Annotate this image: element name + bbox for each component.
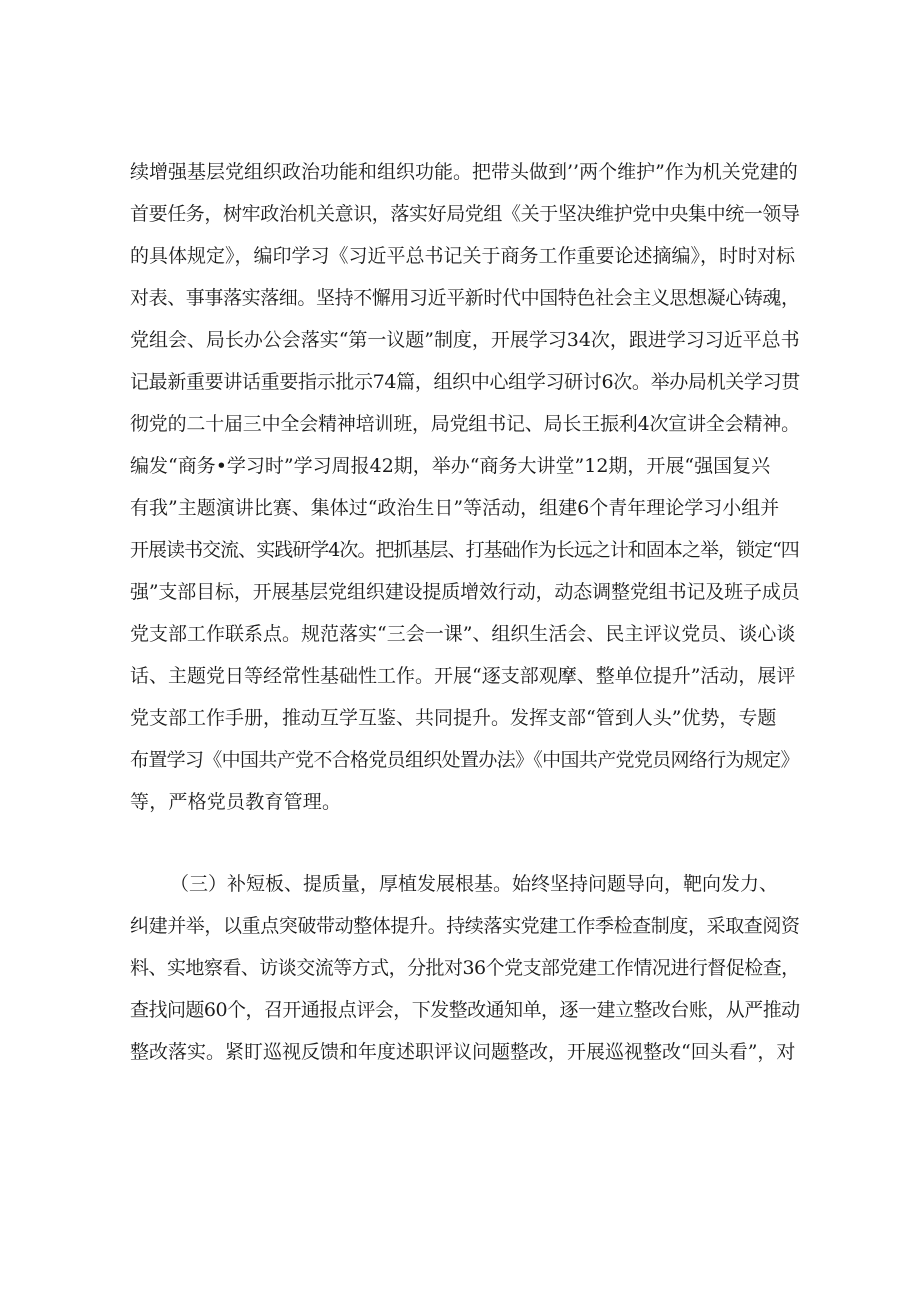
- text-line: 等，严格党员教育管理。: [130, 791, 342, 813]
- text-line: 料、实地察看、访谈交流等方式，分批对36个党支部党建工作情况进行督促检查，: [130, 957, 800, 979]
- text-line: 有我”主题演讲比赛、集体过“政治生日”等活动，组建6个青年理论学习小组并: [130, 497, 780, 519]
- text-line: 的具体规定》，编印学习《习近平总书记关于商务工作重要论述摘编》，时时对标: [130, 245, 796, 267]
- text-line: 布置学习《中国共产党不合格党员组织处置办法》《中国共产党党员网络行为规定》: [130, 749, 799, 771]
- text-line: 彻党的二十届三中全会精神培训班，局党组书记、局长王振利4次宣讲全会精神。: [130, 413, 800, 435]
- text-line: 记最新重要讲话重要指示批示74篇，组织中心组学习研讨6次。举办局机关学习贯: [130, 371, 800, 393]
- text-line: 编发“商务•学习时”学习周报42期，举办“商务大讲堂”12期，开展“强国复兴: [130, 455, 771, 477]
- text-line: 续增强基层党组织政治功能和组织功能。把带头做到’’两个维护”作为机关党建的: [130, 161, 798, 183]
- section-heading-line: （三）补短板、提质量，厚植发展根基。始终坚持问题导向，靶向发力、: [170, 873, 779, 895]
- text-line: 查找问题60个，召开通报点评会，下发整改通知单，逐一建立整改台账，从严推动: [130, 999, 800, 1021]
- text-line: 整改落实。紧盯巡视反馈和年度述职评议问题整改，开展巡视整改“回头看”，对: [130, 1041, 796, 1063]
- text-line: 开展读书交流、实践研学4次。把抓基层、打基础作为长远之计和固本之举，锁定“四: [130, 539, 799, 561]
- text-line: 强”支部目标，开展基层党组织建设提质增效行动，动态调整党组书记及班子成员: [130, 581, 800, 603]
- text-line: 首要任务，树牢政治机关意识，落实好局党组《关于坚决维护党中央集中统一领导: [130, 203, 800, 225]
- text-line: 党组会、局长办公会落实“第一议题”制度，开展学习34次，跟进学习习近平总书: [130, 329, 800, 351]
- text-line: 党支部工作联系点。规范落实“三会一课”、组织生活会、民主评议党员、谈心谈: [130, 623, 796, 645]
- text-line: 对表、事事落实落细。坚持不懈用习近平新时代中国特色社会主义思想凝心铸魂，: [130, 287, 800, 309]
- text-line: 党支部工作手册，推动互学互鉴、共同提升。发挥支部“管到人头”优势，专题: [130, 707, 777, 729]
- text-line: 话、主题党日等经常性基础性工作。开展“逐支部观摩、整单位提升”活动，展评: [130, 665, 796, 687]
- text-line: 纠建并举，以重点突破带动整体提升。持续落实党建工作季检查制度，采取查阅资: [130, 915, 800, 937]
